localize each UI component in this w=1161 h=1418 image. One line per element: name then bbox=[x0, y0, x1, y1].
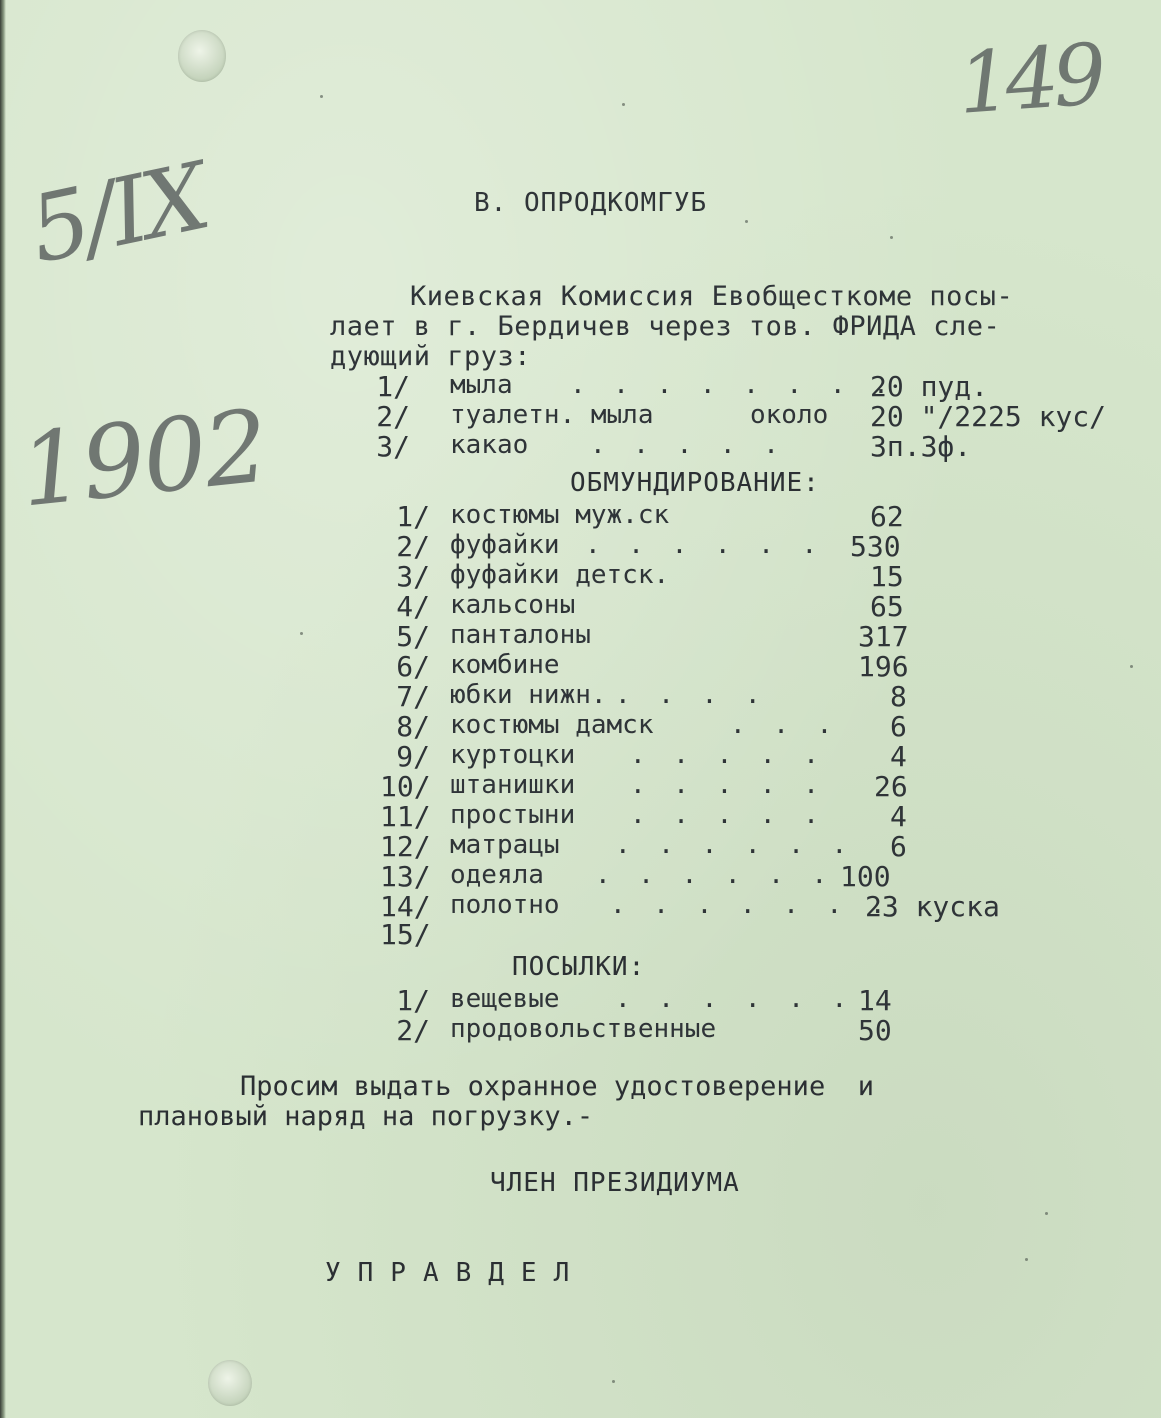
closing-line-1: Просим выдать охранное удостоверение и bbox=[240, 1071, 874, 1102]
item-name: туалетн. мыла bbox=[450, 400, 654, 430]
item-name: костюмы муж.ск bbox=[450, 500, 670, 530]
item-name: мыла bbox=[450, 370, 513, 400]
item-number: 1/ bbox=[396, 500, 430, 533]
item-number: 15/ bbox=[380, 918, 431, 951]
item-name: фуфайки bbox=[450, 530, 560, 560]
item-number: 8/ bbox=[396, 710, 430, 743]
item-leader-dots: . . . . . bbox=[590, 430, 785, 460]
item-number: 11/ bbox=[380, 800, 431, 833]
item-number: 9/ bbox=[396, 740, 430, 773]
item-quantity: 20 пуд. bbox=[870, 370, 989, 403]
item-leader-dots: . . . . . . bbox=[585, 530, 824, 560]
item-name: куртоцки bbox=[450, 740, 576, 770]
item-quantity: 100 bbox=[840, 860, 891, 893]
item-leader-dots: . . . . . . bbox=[615, 830, 854, 860]
item-name: штанишки bbox=[450, 770, 576, 800]
item-number: 2/ bbox=[376, 400, 410, 433]
paper-speck bbox=[320, 95, 323, 98]
item-quantity: 317 bbox=[858, 620, 909, 653]
paper-speck bbox=[622, 103, 625, 106]
signature-title: ЧЛЕН ПРЕЗИДИУМА bbox=[490, 1168, 740, 1198]
item-leader-dots: . . . . . . bbox=[595, 860, 834, 890]
item-name: кальсоны bbox=[450, 590, 576, 620]
intro-line-1: Киевская Комиссия Евобщесткоме посы- bbox=[410, 281, 1014, 312]
item-leader-dots: . . . . . . . . bbox=[570, 370, 895, 400]
item-name: полотно bbox=[450, 890, 560, 920]
item-name: вещевые bbox=[450, 984, 560, 1014]
paper-speck bbox=[745, 220, 748, 223]
closing-line-2: плановый наряд на погрузку.- bbox=[138, 1101, 594, 1132]
item-name: какао bbox=[450, 430, 529, 460]
item-name: панталоны bbox=[450, 620, 591, 650]
item-quantity: 6 bbox=[890, 710, 907, 743]
item-quantity: 196 bbox=[858, 650, 909, 683]
punch-hole-top bbox=[178, 30, 226, 82]
item-number: 7/ bbox=[396, 680, 430, 713]
item-name: комбине bbox=[450, 650, 560, 680]
item-quantity: 62 bbox=[870, 500, 904, 533]
item-quantity: 8 bbox=[890, 680, 907, 713]
handwritten-folio-number: 149 bbox=[954, 25, 1104, 133]
addressee-heading: В. ОПРОДКОМГУБ bbox=[474, 188, 708, 218]
item-leader-dots: . . . . . bbox=[630, 770, 825, 800]
item-number: 2/ bbox=[396, 530, 430, 563]
handwritten-year: 1902 bbox=[14, 387, 272, 530]
clothing-heading: ОБМУНДИРОВАНИЕ: bbox=[570, 468, 820, 498]
item-quantity: 6 bbox=[890, 830, 907, 863]
punch-hole-bottom bbox=[208, 1360, 252, 1406]
handwritten-date: 5/IX bbox=[20, 142, 215, 285]
item-leader-word: около bbox=[750, 400, 829, 430]
item-quantity: 4 bbox=[890, 800, 907, 833]
item-leader-dots: . . . . . bbox=[630, 740, 825, 770]
item-leader-dots: . . . . . . . bbox=[610, 890, 892, 920]
item-number: 3/ bbox=[396, 560, 430, 593]
signature-role: УПРАВДЕЛ bbox=[325, 1258, 587, 1288]
item-name: фуфайки детск. bbox=[450, 560, 670, 590]
item-leader-dots: . . . . . bbox=[630, 800, 825, 830]
item-quantity: 20 "/2225 кус/ bbox=[870, 400, 1107, 433]
paper-speck bbox=[300, 632, 303, 635]
item-number: 6/ bbox=[396, 650, 430, 683]
parcels-heading: ПОСЫЛКИ: bbox=[512, 952, 646, 982]
item-quantity: 15 bbox=[870, 560, 904, 593]
item-quantity: 23 куска bbox=[865, 890, 1000, 923]
item-name: костюмы дамск bbox=[450, 710, 654, 740]
paper-speck bbox=[612, 1380, 615, 1383]
item-name: одеяла bbox=[450, 860, 544, 890]
paper-speck bbox=[1045, 1212, 1048, 1215]
item-name: продовольственные bbox=[450, 1014, 717, 1044]
item-name: юбки нижн. bbox=[450, 680, 607, 710]
item-name: простыни bbox=[450, 800, 576, 830]
paper-speck bbox=[1025, 1258, 1028, 1261]
item-number: 4/ bbox=[396, 590, 430, 623]
item-number: 10/ bbox=[380, 770, 431, 803]
item-number: 14/ bbox=[380, 890, 431, 923]
item-quantity: 3п.3ф. bbox=[870, 430, 972, 463]
item-leader-dots: . . . . . . bbox=[615, 984, 854, 1014]
intro-line-2: лает в г. Бердичев через тов. ФРИДА сле- bbox=[330, 311, 1001, 342]
item-number: 5/ bbox=[396, 620, 430, 653]
item-number: 2/ bbox=[396, 1014, 430, 1047]
item-quantity: 4 bbox=[890, 740, 907, 773]
item-leader-dots: . . . . bbox=[615, 680, 767, 710]
item-quantity: 65 bbox=[870, 590, 904, 623]
intro-line-3: дующий груз: bbox=[330, 341, 532, 372]
item-quantity: 530 bbox=[850, 530, 901, 563]
item-number: 1/ bbox=[376, 370, 410, 403]
item-quantity: 50 bbox=[858, 1014, 892, 1047]
paper-speck bbox=[1130, 665, 1133, 668]
item-quantity: 14 bbox=[858, 984, 892, 1017]
paper-speck bbox=[890, 236, 893, 239]
item-quantity: 26 bbox=[874, 770, 908, 803]
item-name: матрацы bbox=[450, 830, 560, 860]
item-number: 1/ bbox=[396, 984, 430, 1017]
item-leader-dots: . . . bbox=[730, 710, 839, 740]
item-number: 12/ bbox=[380, 830, 431, 863]
item-number: 13/ bbox=[380, 860, 431, 893]
item-number: 3/ bbox=[376, 430, 410, 463]
page-edge-shadow bbox=[0, 0, 6, 1418]
